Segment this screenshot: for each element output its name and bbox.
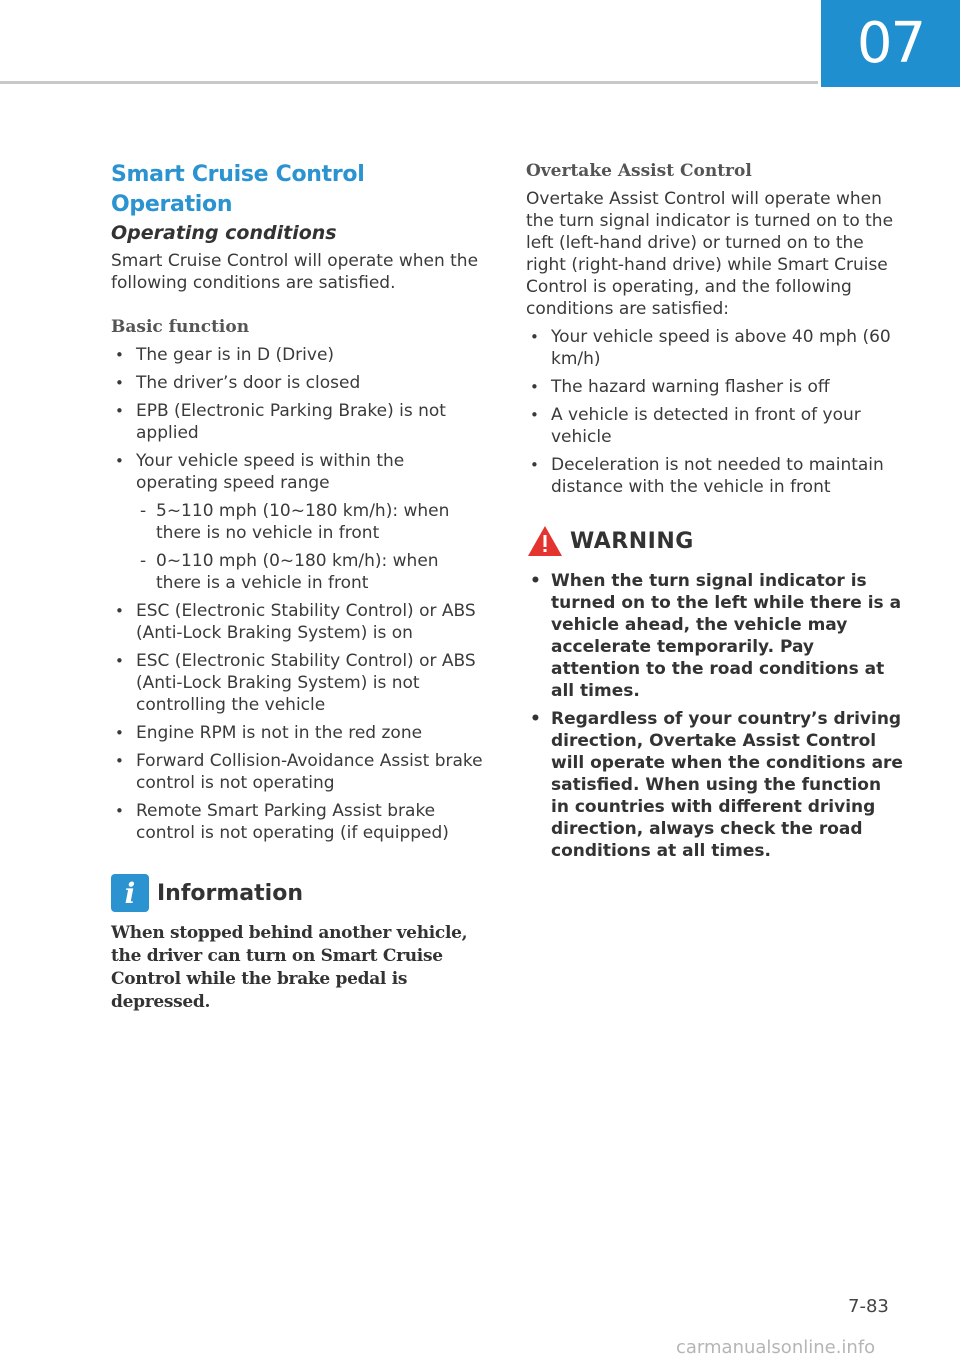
intro-paragraph: Smart Cruise Control will operate when the following conditions are satisfied.: [111, 251, 479, 293]
speed-range-list: [136, 500, 483, 594]
list-item: • The hazard warning flasher is off: [526, 376, 904, 398]
list-item: • The gear is in D (Drive): [111, 344, 483, 366]
chapter-tab: 07: [821, 0, 960, 87]
information-header: [111, 874, 483, 912]
warning-item: • Regardless of your country’s driving direction, Overtake Assist Control will operate when the conditions are satisfied. When using the function in countries with different driving direction, always check the road conditions at all times.: [526, 708, 904, 862]
warning-item: • When the turn signal indicator is turned on to the left while there is a vehicle ahead, the vehicle may accelerate temporarily. Pay attention to the road conditions at all times.: [526, 570, 904, 702]
list-item: • Forward Collision-Avoidance Assist brake control is not operating: [111, 750, 483, 794]
list-item: • ESC (Electronic Stability Control) or ABS (Anti-Lock Braking System) is not controlling the vehicle: [111, 650, 483, 716]
warning-title: WARNING: [570, 528, 694, 554]
list-item: • Your vehicle speed is above 40 mph (60 km/h): [526, 326, 904, 370]
list-item: • The driver’s door is closed: [111, 372, 483, 394]
list-item-text: Your vehicle speed is within the operating speed range: [136, 451, 405, 493]
information-title: Information: [157, 880, 303, 906]
basic-conditions-list: [111, 344, 483, 844]
warning-triangle-icon: [526, 524, 564, 558]
page-number: 7-83: [848, 1296, 889, 1317]
overtake-assist-heading: Overtake Assist Control: [526, 161, 752, 181]
section-title: Smart Cruise Control Operation: [111, 162, 365, 217]
watermark: carmanualsonline.info: [676, 1337, 876, 1358]
subsection-title: Operating conditions: [111, 222, 337, 244]
list-item: • A vehicle is detected in front of your vehicle: [526, 404, 904, 448]
warning-list: [526, 570, 904, 862]
right-column: [526, 160, 904, 868]
overtake-intro-paragraph: Overtake Assist Control will operate when the turn signal indicator is turned on to the left (left-hand drive) or turned on to the right (right-hand drive) while Smart Cruise Control is operating, and the following conditions are satisfied:: [526, 189, 894, 319]
overtake-conditions-list: [526, 326, 904, 498]
list-item: • Deceleration is not needed to maintain distance with the vehicle in front: [526, 454, 904, 498]
list-item: • EPB (Electronic Parking Brake) is not applied: [111, 400, 483, 444]
sub-list-item: - 5~110 mph (10~180 km/h): when there is no vehicle in front: [136, 500, 483, 544]
sub-list-item: - 0~110 mph (0~180 km/h): when there is a vehicle in front: [136, 550, 483, 594]
information-icon: i: [111, 874, 149, 912]
header-rule: [0, 81, 818, 84]
list-item: • ESC (Electronic Stability Control) or ABS (Anti-Lock Braking System) is on: [111, 600, 483, 644]
list-item: [111, 450, 483, 594]
warning-header: [526, 524, 904, 558]
information-body: When stopped behind another vehicle, the driver can turn on Smart Cruise Control while the brake pedal is depressed.: [111, 923, 468, 1012]
left-column: [111, 160, 483, 1014]
list-item: • Engine RPM is not in the red zone: [111, 722, 483, 744]
list-item: • Remote Smart Parking Assist brake control is not operating (if equipped): [111, 800, 483, 844]
basic-function-heading: Basic function: [111, 317, 250, 337]
